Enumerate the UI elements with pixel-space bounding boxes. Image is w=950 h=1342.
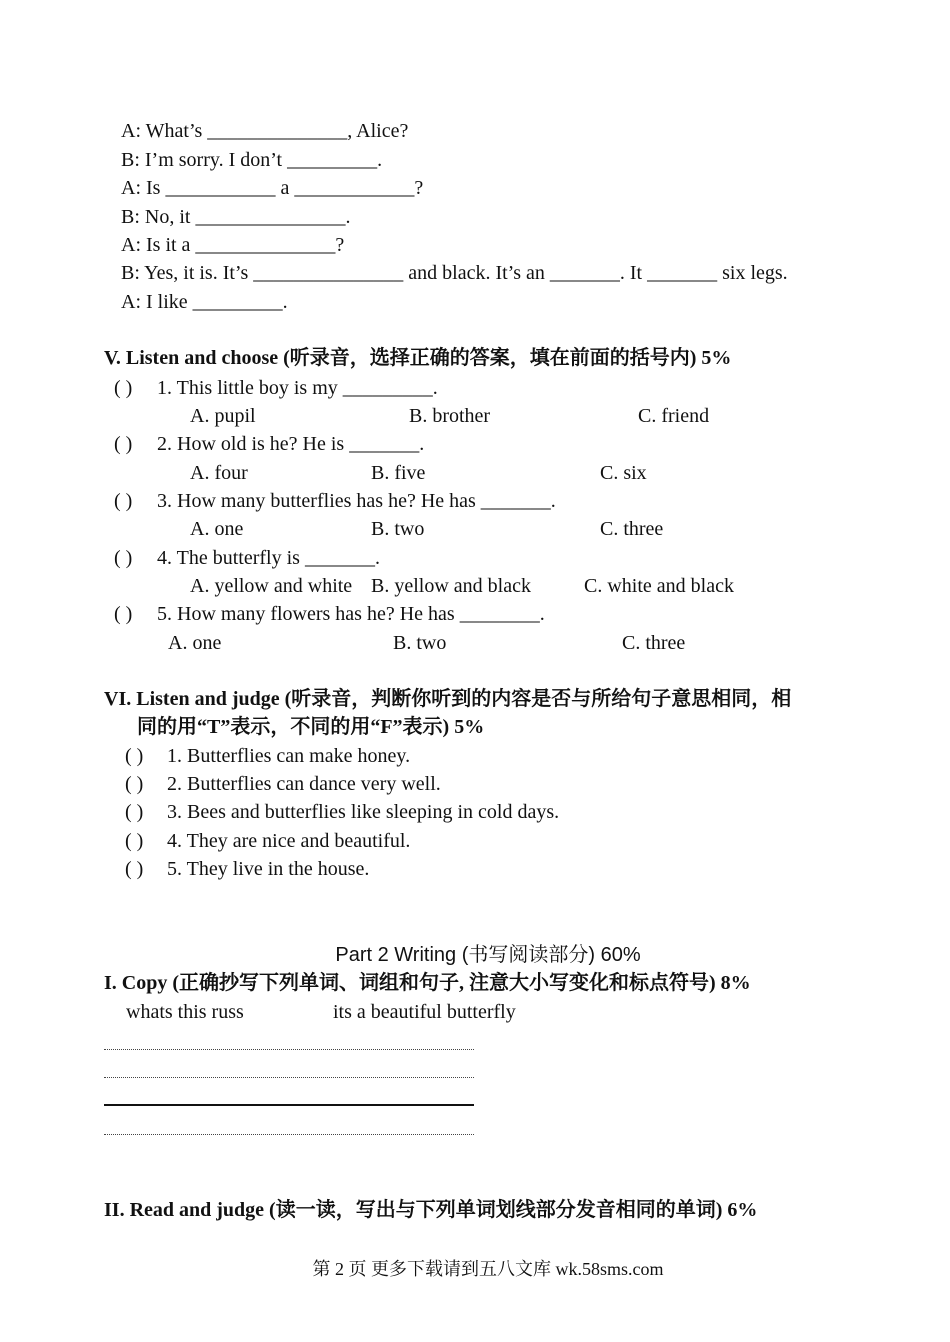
- answer-bracket[interactable]: ( ): [114, 490, 133, 512]
- option-c: C. six: [600, 462, 647, 484]
- option-c: C. white and black: [584, 575, 734, 597]
- section-6-title: VI. Listen and judge (听录音，判断你听到的内容是否与所给句子意思相同，相: [104, 688, 792, 710]
- option-a: A. one: [168, 632, 222, 654]
- copy-phrase-1: whats this russ: [126, 1001, 244, 1023]
- option-c: C. friend: [638, 405, 710, 427]
- copy-section-title: I. Copy (正确抄写下列单词、词组和句子, 注意大小写变化和标点符号) 8%: [104, 972, 751, 994]
- section-5-title: V. Listen and choose (听录音，选择正确的答案，填在前面的括号内) 5%: [104, 347, 732, 369]
- writing-line[interactable]: [104, 1134, 474, 1135]
- option-b: B. yellow and black: [371, 575, 531, 597]
- section-6-title-cont: 同的用“T”表示，不同的用“F”表示) 5%: [137, 716, 485, 738]
- part-2-title: Part 2 Writing (书写阅读部分) 60%: [335, 944, 641, 966]
- dialogue-line-1: A: What’s ______________, Alice?: [121, 120, 409, 142]
- judge-statement: 3. Bees and butterflies like sleeping in cold days.: [167, 801, 560, 823]
- page-footer: 第 2 页 更多下载请到五八文库 wk.58sms.com: [312, 1259, 664, 1279]
- dialogue-line-2: B: I’m sorry. I don’t _________.: [121, 149, 383, 171]
- question-text: 4. The butterfly is _______.: [157, 547, 380, 569]
- writing-baseline[interactable]: [104, 1104, 474, 1106]
- option-a: A. four: [190, 462, 248, 484]
- judge-statement: 1. Butterflies can make honey.: [167, 745, 411, 767]
- copy-phrase-2: its a beautiful butterfly: [333, 1001, 516, 1023]
- question-text: 5. How many flowers has he? He has ________.: [157, 603, 545, 625]
- answer-bracket[interactable]: ( ): [125, 830, 144, 852]
- answer-bracket[interactable]: ( ): [125, 801, 144, 823]
- option-b: B. brother: [409, 405, 491, 427]
- answer-bracket[interactable]: ( ): [125, 745, 144, 767]
- option-a: A. one: [190, 518, 244, 540]
- dialogue-line-3: A: Is ___________ a ____________?: [121, 177, 424, 199]
- option-a: A. pupil: [190, 405, 256, 427]
- writing-line[interactable]: [104, 1049, 474, 1050]
- option-a: A. yellow and white: [190, 575, 353, 597]
- judge-statement: 4. They are nice and beautiful.: [167, 830, 411, 852]
- answer-bracket[interactable]: ( ): [114, 547, 133, 569]
- dialogue-line-7: A: I like _________.: [121, 291, 288, 313]
- dialogue-line-5: A: Is it a ______________?: [121, 234, 345, 256]
- answer-bracket[interactable]: ( ): [125, 773, 144, 795]
- answer-bracket[interactable]: ( ): [114, 377, 133, 399]
- judge-statement: 2. Butterflies can dance very well.: [167, 773, 441, 795]
- option-c: C. three: [600, 518, 664, 540]
- dialogue-line-6: B: Yes, it is. It’s _______________ and black. It’s an _______. It _______ six legs.: [121, 262, 788, 284]
- answer-bracket[interactable]: ( ): [114, 603, 133, 625]
- answer-bracket[interactable]: ( ): [125, 858, 144, 880]
- question-text: 3. How many butterflies has he? He has _______.: [157, 490, 556, 512]
- option-b: B. two: [371, 518, 425, 540]
- read-section-title: II. Read and judge (读一读，写出与下列单词划线部分发音相同的单词) 6%: [104, 1199, 758, 1221]
- dialogue-line-4: B: No, it _______________.: [121, 206, 351, 228]
- option-c: C. three: [622, 632, 686, 654]
- option-b: B. five: [371, 462, 426, 484]
- option-b: B. two: [393, 632, 447, 654]
- question-text: 1. This little boy is my _________.: [157, 377, 438, 399]
- question-text: 2. How old is he? He is _______.: [157, 433, 425, 455]
- judge-statement: 5. They live in the house.: [167, 858, 370, 880]
- answer-bracket[interactable]: ( ): [114, 433, 133, 455]
- writing-line[interactable]: [104, 1077, 474, 1078]
